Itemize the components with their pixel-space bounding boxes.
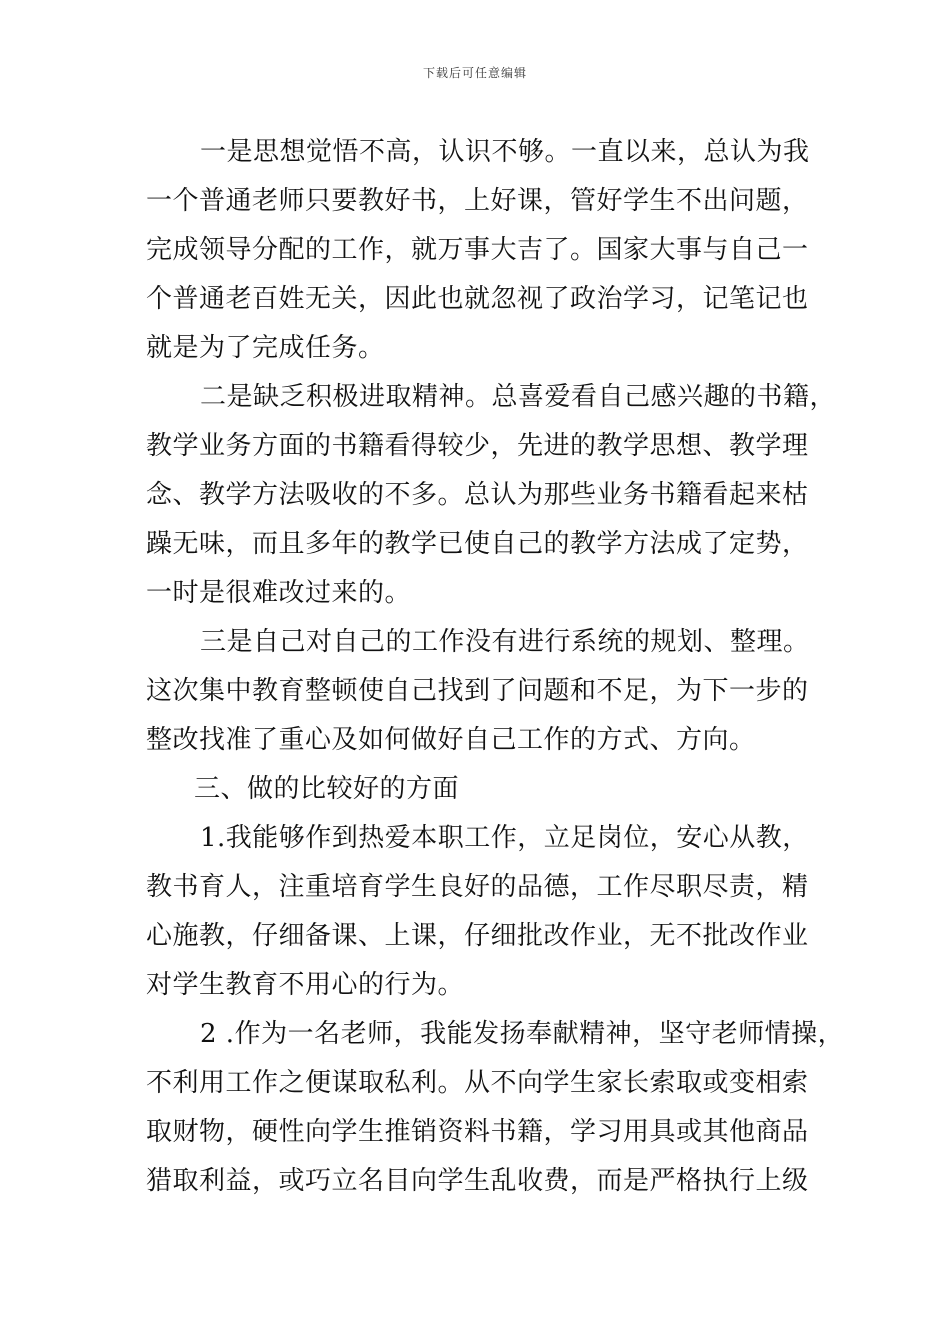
text-line: 三是自己对自己的工作没有进行系统的规划、整理。 xyxy=(200,627,810,657)
text-line: 不利用工作之便谋取私利。从不向学生家长索取或变相索 xyxy=(146,1068,809,1098)
text-line: 就是为了完成任务。 xyxy=(146,333,385,363)
text-line: 完成领导分配的工作，就万事大吉了。国家大事与自己一 xyxy=(146,235,809,265)
text-line: 整改找准了重心及如何做好自己工作的方式、方向。 xyxy=(146,725,756,755)
text-line: 一个普通老师只要教好书，上好课，管好学生不出问题， xyxy=(146,186,809,216)
text-line: 一是思想觉悟不高，认识不够。一直以来，总认为我 xyxy=(200,137,810,167)
text-line: 教学业务方面的书籍看得较少，先进的教学思想、教学理 xyxy=(146,431,809,461)
page-header: 下载后可任意编辑 xyxy=(422,66,527,80)
text-line: 教书育人，注重培育学生良好的品德，工作尽职尽责，精 xyxy=(146,872,809,902)
text-line: 个普通老百姓无关，因此也就忽视了政治学习，记笔记也 xyxy=(146,284,809,314)
text-line: 2 .作为一名老师，我能发扬奉献精神，坚守老师情操， xyxy=(200,1019,845,1049)
text-line: 这次集中教育整顿使自己找到了问题和不足，为下一步的 xyxy=(146,676,809,706)
text-line: 1.我能够作到热爱本职工作，立足岗位，安心从教， xyxy=(200,823,809,853)
text-line: 心施教，仔细备课、上课，仔细批改作业，无不批改作业 xyxy=(146,921,809,951)
document-body xyxy=(146,128,845,1206)
section-heading: 三、做的比较好的方面 xyxy=(194,774,460,804)
text-line: 躁无味，而且多年的教学已使自己的教学方法成了定势， xyxy=(146,529,809,559)
text-line: 对学生教育不用心的行为。 xyxy=(146,970,465,1000)
text-line: 二是缺乏积极进取精神。总喜爱看自己感兴趣的书籍， xyxy=(200,382,837,412)
text-line: 猎取利益，或巧立名目向学生乱收费，而是严格执行上级 xyxy=(146,1166,809,1196)
text-line: 一时是很难改过来的。 xyxy=(146,578,412,608)
text-line: 念、教学方法吸收的不多。总认为那些业务书籍看起来枯 xyxy=(146,480,809,510)
text-line: 取财物，硬性向学生推销资料书籍，学习用具或其他商品 xyxy=(146,1117,809,1147)
